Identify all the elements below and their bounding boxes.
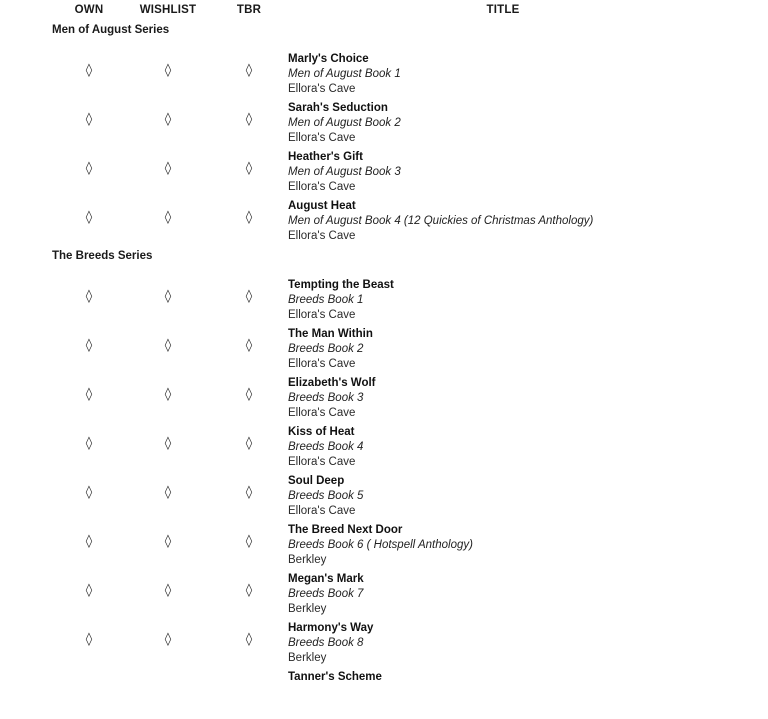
book-publisher: Ellora's Cave: [288, 181, 356, 193]
book-entry: [288, 150, 758, 195]
book-publisher: Ellora's Cave: [288, 358, 356, 370]
own-checkbox-mark[interactable]: ◊: [85, 112, 93, 127]
book-series-number: Breeds Book 8: [288, 637, 364, 649]
wishlist-checkbox-mark[interactable]: ◊: [164, 63, 172, 78]
book-publisher: Berkley: [288, 652, 327, 664]
series-section-header: [0, 248, 768, 278]
own-checkbox-mark[interactable]: ◊: [85, 632, 93, 647]
wishlist-checkbox-mark[interactable]: ◊: [164, 289, 172, 304]
book-entry: [288, 621, 758, 666]
own-checkbox-mark[interactable]: ◊: [85, 436, 93, 451]
book-entry: [288, 425, 758, 470]
series-section-header: [0, 22, 768, 52]
table-row: [0, 101, 768, 150]
table-row: [0, 572, 768, 621]
book-entry: [288, 572, 758, 617]
table-row: [0, 425, 768, 474]
own-checkbox-mark[interactable]: ◊: [85, 387, 93, 402]
own-checkbox-mark[interactable]: ◊: [85, 161, 93, 176]
book-publisher: Ellora's Cave: [288, 456, 356, 468]
own-checkbox-mark[interactable]: ◊: [85, 289, 93, 304]
tbr-checkbox-mark[interactable]: ◊: [245, 485, 253, 500]
book-publisher: Ellora's Cave: [288, 309, 356, 321]
book-title: Sarah's Seduction: [288, 102, 388, 114]
book-title: Tempting the Beast: [288, 279, 394, 291]
own-checkbox-mark[interactable]: ◊: [85, 338, 93, 353]
wishlist-checkbox-mark[interactable]: ◊: [164, 632, 172, 647]
table-row: [0, 670, 768, 719]
tbr-checkbox-mark[interactable]: ◊: [245, 210, 253, 225]
own-checkbox-mark[interactable]: ◊: [85, 534, 93, 549]
tbr-checkbox-mark[interactable]: ◊: [245, 387, 253, 402]
book-series-number: Breeds Book 3: [288, 392, 364, 404]
tbr-checkbox-mark[interactable]: ◊: [245, 63, 253, 78]
wishlist-checkbox-mark[interactable]: ◊: [164, 112, 172, 127]
tbr-checkbox-mark[interactable]: ◊: [245, 338, 253, 353]
wishlist-checkbox-mark[interactable]: ◊: [164, 583, 172, 598]
table-row: [0, 52, 768, 101]
own-checkbox-mark[interactable]: ◊: [85, 210, 93, 225]
book-series-number: Men of August Book 3: [288, 166, 401, 178]
book-title: Heather's Gift: [288, 151, 363, 163]
book-entry: [288, 670, 758, 685]
book-entry: [288, 474, 758, 519]
book-series-number: Men of August Book 2: [288, 117, 401, 129]
book-title: Marly's Choice: [288, 53, 369, 65]
table-row: [0, 199, 768, 248]
table-row: [0, 278, 768, 327]
book-series-number: Breeds Book 2: [288, 343, 364, 355]
book-series-number: Breeds Book 7: [288, 588, 364, 600]
wishlist-checkbox-mark[interactable]: ◊: [164, 485, 172, 500]
tbr-checkbox-mark[interactable]: ◊: [245, 161, 253, 176]
wishlist-checkbox-mark[interactable]: ◊: [164, 534, 172, 549]
book-publisher: Ellora's Cave: [288, 132, 356, 144]
book-publisher: Berkley: [288, 554, 327, 566]
book-publisher: Ellora's Cave: [288, 83, 356, 95]
book-title: The Man Within: [288, 328, 373, 340]
wishlist-checkbox-mark[interactable]: ◊: [164, 210, 172, 225]
book-entry: [288, 523, 758, 568]
book-series-number: Breeds Book 1: [288, 294, 364, 306]
book-entry: [288, 52, 758, 97]
book-series-number: Breeds Book 4: [288, 441, 364, 453]
book-entry: [288, 376, 758, 421]
book-entry: [288, 199, 758, 244]
book-title: Tanner's Scheme: [288, 671, 382, 683]
tbr-checkbox-mark[interactable]: ◊: [245, 436, 253, 451]
tbr-checkbox-mark[interactable]: ◊: [245, 632, 253, 647]
table-row: [0, 327, 768, 376]
tbr-checkbox-mark[interactable]: ◊: [245, 583, 253, 598]
book-entry: [288, 327, 758, 372]
book-entry: [288, 101, 758, 146]
table-row: [0, 621, 768, 670]
book-title: Megan's Mark: [288, 573, 364, 585]
book-series-number: Men of August Book 4 (12 Quickies of Christmas Anthology): [288, 215, 594, 227]
book-title: Harmony's Way: [288, 622, 374, 634]
book-series-number: Breeds Book 6 ( Hotspell Anthology): [288, 539, 473, 551]
tbr-checkbox-mark[interactable]: ◊: [245, 534, 253, 549]
own-checkbox-mark[interactable]: ◊: [85, 63, 93, 78]
book-series-number: Breeds Book 5: [288, 490, 364, 502]
book-publisher: Ellora's Cave: [288, 407, 356, 419]
wishlist-checkbox-mark[interactable]: ◊: [164, 338, 172, 353]
book-publisher: Ellora's Cave: [288, 505, 356, 517]
book-title: Kiss of Heat: [288, 426, 355, 438]
column-header-own: OWN: [74, 4, 104, 16]
series-section-label: The Breeds Series: [52, 250, 153, 262]
book-publisher: Ellora's Cave: [288, 230, 356, 242]
column-header-title: TITLE: [486, 4, 520, 16]
book-title: August Heat: [288, 200, 356, 212]
book-title: Elizabeth's Wolf: [288, 377, 376, 389]
book-entry: [288, 278, 758, 323]
table-row: [0, 376, 768, 425]
table-row: [0, 523, 768, 572]
column-header-wishlist: WISHLIST: [139, 4, 197, 16]
book-series-number: Men of August Book 1: [288, 68, 401, 80]
table-body: [0, 22, 768, 719]
book-title: Soul Deep: [288, 475, 345, 487]
tbr-checkbox-mark[interactable]: ◊: [245, 112, 253, 127]
tbr-checkbox-mark[interactable]: ◊: [245, 289, 253, 304]
book-publisher: Berkley: [288, 603, 327, 615]
own-checkbox-mark[interactable]: ◊: [85, 583, 93, 598]
book-title: The Breed Next Door: [288, 524, 403, 536]
column-header-tbr: TBR: [236, 4, 262, 16]
table-header-row: [0, 0, 768, 22]
wishlist-checkbox-mark[interactable]: ◊: [164, 387, 172, 402]
series-section-label: Men of August Series: [52, 24, 170, 36]
own-checkbox-mark[interactable]: ◊: [85, 485, 93, 500]
table-row: [0, 474, 768, 523]
wishlist-checkbox-mark[interactable]: ◊: [164, 436, 172, 451]
table-row: [0, 150, 768, 199]
wishlist-checkbox-mark[interactable]: ◊: [164, 161, 172, 176]
